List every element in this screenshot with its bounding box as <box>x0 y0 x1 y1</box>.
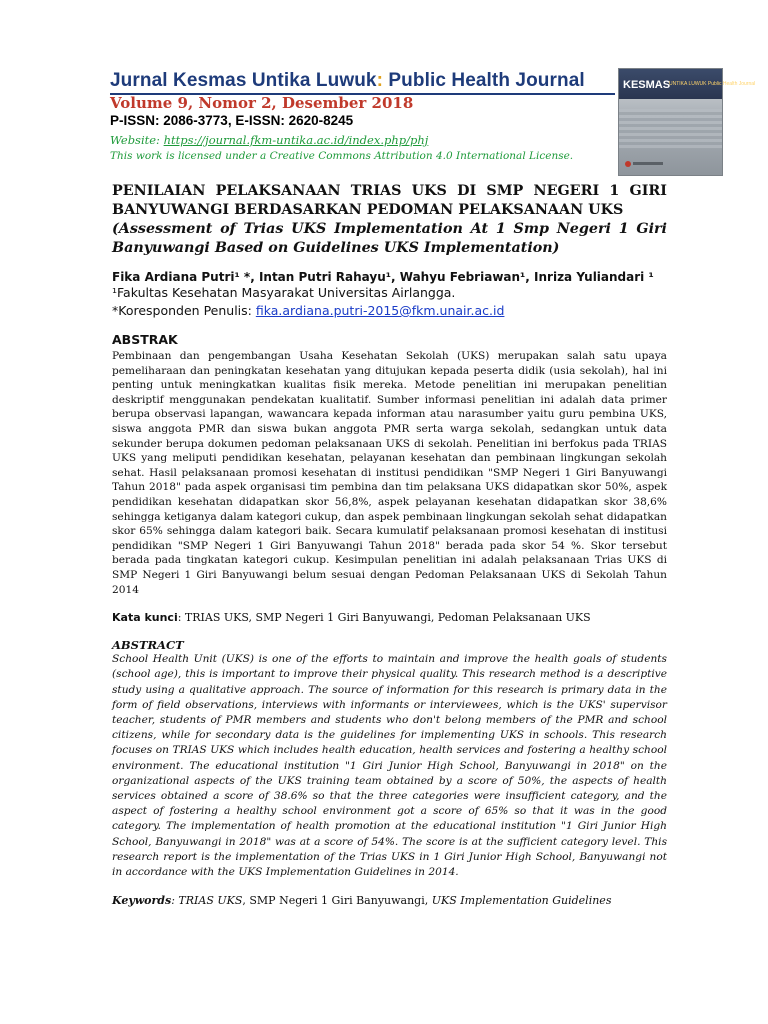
journal-cover-image <box>618 68 756 176</box>
abstrak-heading: ABSTRAK <box>112 332 178 347</box>
keywords-part3: UKS Implementation Guidelines <box>431 894 612 908</box>
journal-colon: : <box>376 70 384 91</box>
volume-info: Volume 9, Nomor 2, Desember 2018 <box>110 94 414 112</box>
keywords-part2: , SMP Negeri 1 Giri Banyuwangi, <box>242 894 432 908</box>
paper-title-english: (Assessment of Trias UKS Implementation At 1 Smp Negeri 1 Giri Banyuwangi Based on Guidelines UKS Implementation) <box>112 221 667 256</box>
abstrak-body: Pembinaan dan pengembangan Usaha Kesehatan Sekolah (UKS) merupakan salah satu upaya pemeliharaan dan peningkatan kesehatan yang ditujukan kepada peserta didik (usia sekolah), hal ini penting untuk meningkatkan kualitas fisik mereka. Metode penelitian ini merupakan penelitian deskriptif menggunakan pendekatan kualitatif. Sumber informasi penelitian ini adalah data primer berupa observasi lapangan, wawancara kepada informan atau narasumber yaitu guru pembina UKS, siswa anggota PMR dan siswa bukan anggota PMR serta warga sekolah, sedangkan untuk data sekunder berupa dokumen pedoman pelaksanaan UKS di sekolah. Penelitian ini berfokus pada TRIAS UKS yang meliputi pendidikan kesehatan, pelayanan kesehatan dan pembinaan lingkungan sekolah sehat. Hasil pelaksanaan promosi kesehatan di institusi pendidikan "SMP Negeri 1 Giri Banyuwangi Tahun 2018" pada aspek organisasi tim pembina dan tim pelaksana UKS didapatkan skor 50%, aspek pendidikan kesehatan didapatkan skor 56,8%, aspek pelayanan kesehatan didapatkan skor 38,6% sehingga ketiganya dalam kategori cukup, dan aspek pembinaan lingkungan sekolah sehat didapatkan skor 65% sehingga dalam kategori baik. Secara kumulatif pelaksanaan promosi kesehatan di institusi pendidikan "SMP Negeri 1 Giri Banyuwangi Tahun 2018" berada pada skor 54 %. Skor tersebut berada pada tingkatan kategori cukup. Kesimpulan penelitian ini adalah pelaksanaan Trias UKS di SMP Negeri 1 Giri Banyuwangi belum sesuai dengan Pedoman Pelaksanaan UKS di Sekolah Tahun 2014 <box>112 350 667 596</box>
license-text: This work is licensed under a Creative Commons Attribution 4.0 International License. <box>110 150 574 162</box>
journal-subtitle: Public Health Journal <box>383 70 585 91</box>
journal-name: Jurnal Kesmas Untika Luwuk <box>110 70 377 91</box>
kata-kunci-label: Kata kunci <box>112 611 178 625</box>
cover-logo-icon <box>625 161 631 167</box>
abstract-body: School Health Unit (UKS) is one of the efforts to maintain and improve the health goals of students (school age), this is important to improve their physical quality. This research method is a descriptive study using a qualitative approach. The source of information for this research is primary data in the form of field observations, interviews with informants or interviewees, which is the UKS' supervisor teacher, students of PMR members and students who don't belong members of the PMR and school citizens, while for secondary data is the guidelines for implementing UKS in schools. This research focuses on TRIAS UKS which includes health education, health services and fostering a healthy school environment. The educational institution "1 Giri Junior High School, Banyuwangi in 2018" on the organizational aspects of the UKS training team obtained by a score of 50%, the aspects of health services obtained a score of 38.6% so that the three categories were insufficient category, and the aspect of fostering a healthy school environment got a score of 65% so that it was in the good category. The implementation of health promotion at the educational institution "1 Giri Junior High School, Banyuwangi in 2018" was at a score of 54%. The score is at the sufficient category level. This research report is the implementation of the Trias UKS in 1 Giri Junior High School, Banyuwangi not in accordance with the UKS Implementation Guidelines in 2014. <box>112 653 667 878</box>
cover-logo-text <box>633 162 663 165</box>
website-line <box>110 133 428 147</box>
cover-subtitle: UNTIKA LUWUK Public Health Journal <box>669 81 756 87</box>
corresponding-label: *Koresponden Penulis: <box>112 303 256 318</box>
abstract-heading: ABSTRACT <box>112 638 184 653</box>
author-list: Fika Ardiana Putri¹ *, Intan Putri Rahayu¹, Wahyu Febriawan¹, Inriza Yuliandari ¹ <box>112 270 654 284</box>
website-label: Website: <box>110 133 164 147</box>
kata-kunci <box>112 611 667 624</box>
paper-title-line2: BANYUWANGI BERDASARKAN PEDOMAN PELAKSANAAN UKS <box>112 202 624 218</box>
cover-title: KESMAS <box>623 79 671 91</box>
corresponding-email-link[interactable]: fika.ardiana.putri-2015@fkm.unair.ac.id <box>255 303 505 318</box>
corresponding-author <box>112 302 667 320</box>
journal-title <box>110 70 615 92</box>
kata-kunci-text: : TRIAS UKS, SMP Negeri 1 Giri Banyuwangi, Pedoman Pelaksanaan UKS <box>177 611 591 625</box>
keywords <box>112 894 667 907</box>
paper-title <box>112 182 667 220</box>
paper-content <box>112 182 667 907</box>
cover-graphic <box>619 109 722 149</box>
website-link[interactable]: https://journal.fkm-untika.ac.id/index.php/phj <box>163 133 429 147</box>
keywords-part1: : TRIAS UKS <box>171 894 243 908</box>
paper-title-line1: PENILAIAN PELAKSANAAN TRIAS UKS DI SMP NEGERI 1 GIRI <box>112 183 667 199</box>
issn-info: P-ISSN: 2086-3773, E-ISSN: 2620-8245 <box>110 113 354 128</box>
keywords-label: Keywords <box>112 894 172 908</box>
affiliation: ¹Fakultas Kesehatan Masyarakat Universitas Airlangga. <box>112 285 456 300</box>
journal-header <box>0 0 768 175</box>
